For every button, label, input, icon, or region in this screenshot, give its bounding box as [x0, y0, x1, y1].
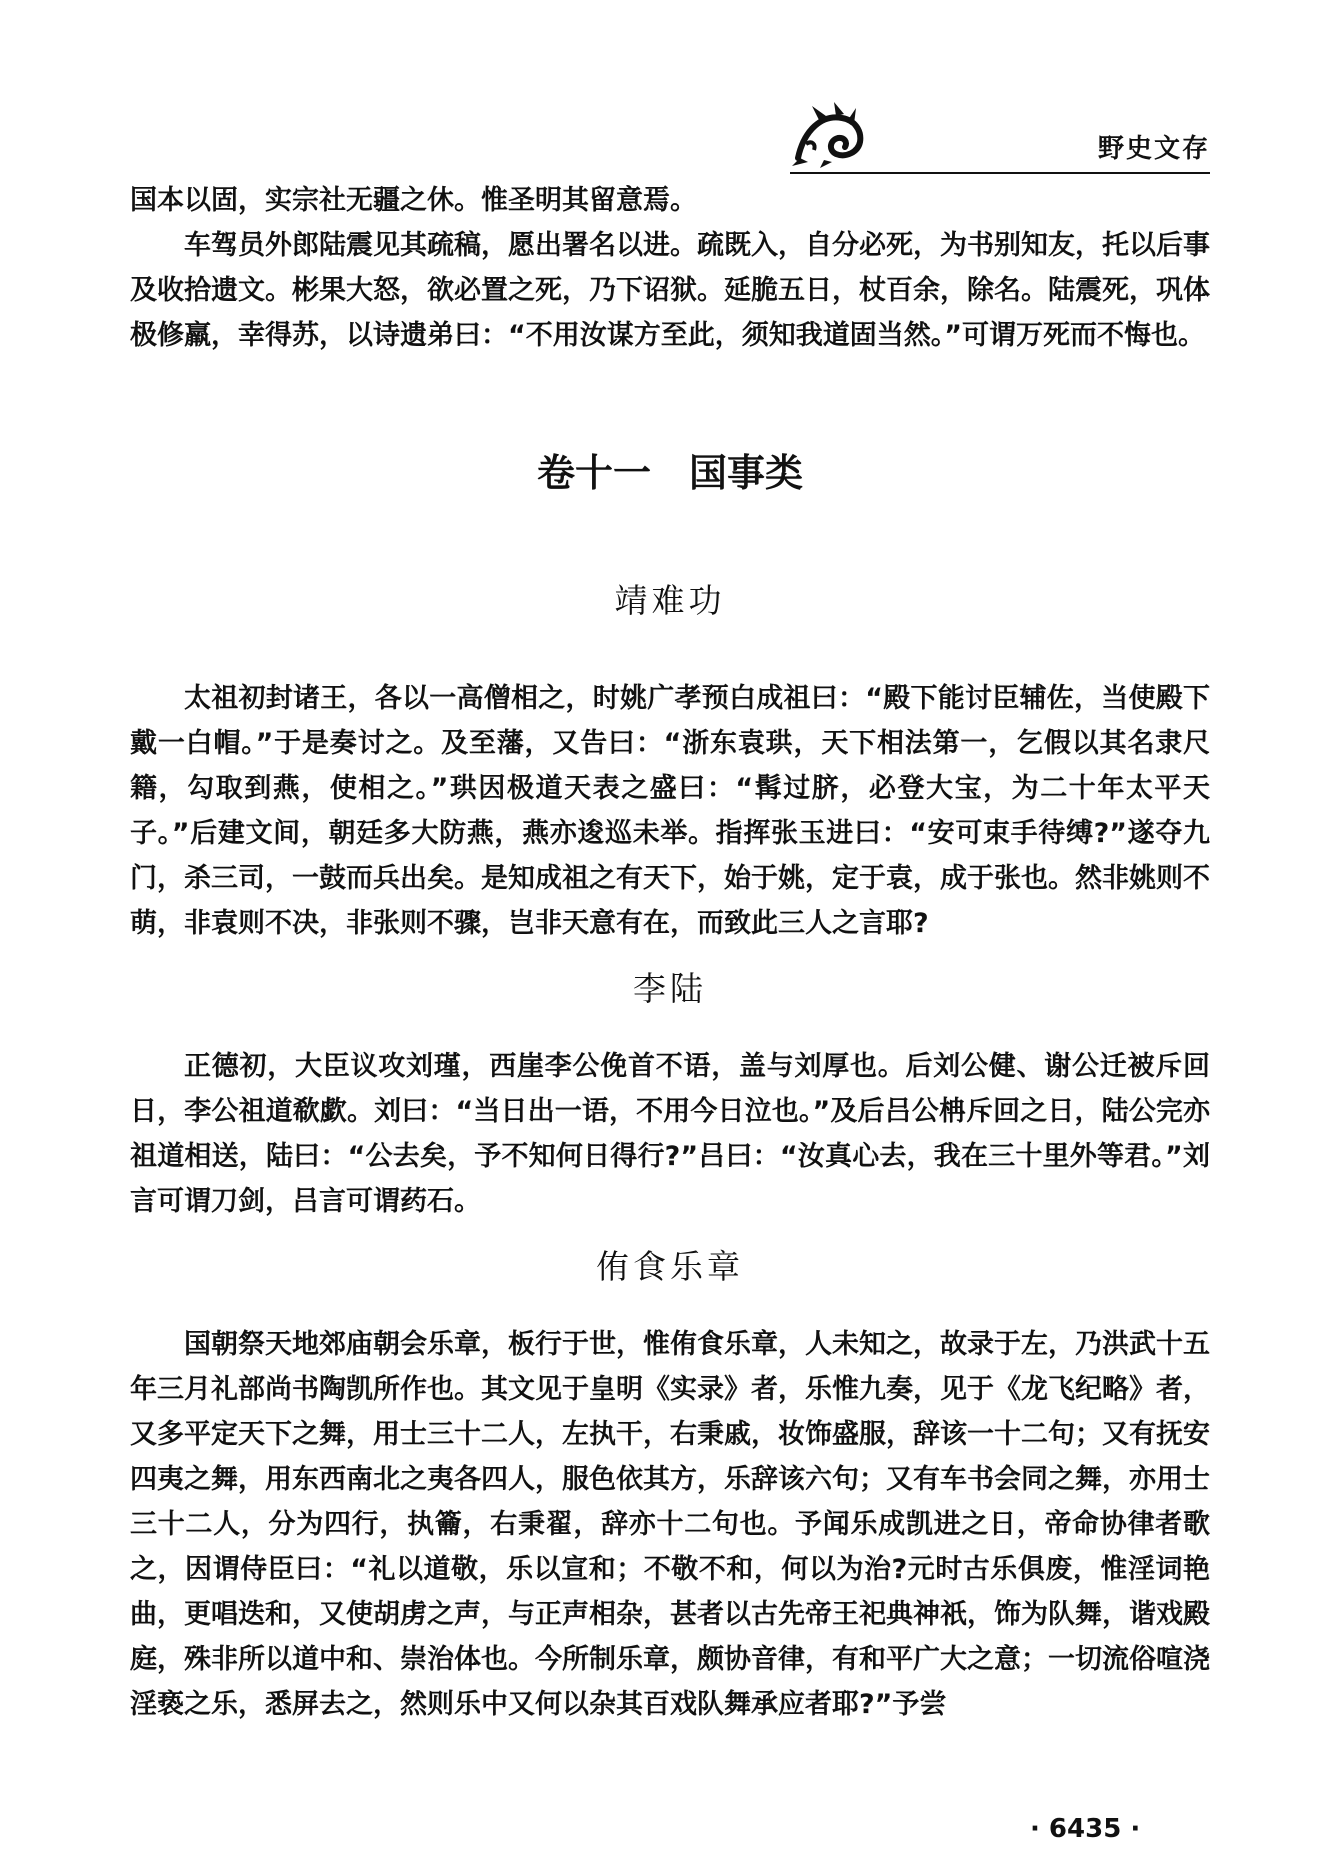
section-text-youshi: 国朝祭天地郊庙朝会乐章，板行于世，惟侑食乐章，人未知之，故录于左，乃洪武十五年三月礼部尚书陶凯所作也。其文见于皇明《实录》者，乐惟九奏，见于《龙飞纪略》者，又多平定天下之舞，用士三十二人，左执干，右秉戚，妆饰盛服，辞该一十二句；又有抚安四夷之舞，用东西南北之夷各四人，服色依其方，乐辞该六句；又有车书会同之舞，亦用士三十二人，分为四行，执籥，右秉翟，辞亦十二句也。予闻乐成凯进之日，帝命协律者歌之，因谓侍臣曰：“礼以道敬，乐以宣和；不敬不和，何以为治?元时古乐俱废，惟淫词艳曲，更唱迭和，又使胡虏之声，与正声相杂，甚者以古先帝王祀典神祇，饰为队舞，谐戏殿庭，殊非所以道中和、崇治体也。今所制乐章，颇协音律，有和平广大之意；一切流俗喧浇淫亵之乐，悉屏去之，然则乐中又何以杂其百戏队舞承应者耶?”予尝 [130, 1329, 1210, 1720]
volume-title: 卷十一 国事类 [536, 451, 803, 495]
dragon-icon [790, 100, 870, 170]
section-text-jingnan: 太祖初封诸王，各以一高僧相之，时姚广孝预白成祖曰：“殿下能讨臣辅佐，当使殿下戴一白帽。”于是奏讨之。及至藩，又告曰：“浙东袁珙，天下相法第一，乞假以其名隶尺籍，勾取到燕，使相之。”珙因极道天表之盛曰：“髯过脐，必登大宝，为二十年太平天子。”后建文间，朝廷多大防燕，燕亦逡巡未举。指挥张玉进曰：“安可束手待缚?”遂夺九门，杀三司，一鼓而兵出矣。是知成祖之有天下，始于姚，定于袁，成于张也。然非姚则不萌，非袁则不决，非张则不骤，岂非天意有在，而致此三人之言耶? [130, 683, 1210, 939]
page-number: · 6435 · [1030, 1814, 1141, 1844]
page-header [790, 100, 1210, 180]
intro-paragraph-2: 车驾员外郎陆震见其疏稿，愿出署名以进。疏既入，自分必死，为书别知友，托以后事及收拾遗文。彬果大怒，欲必置之死，乃下诏狱。延脆五日，杖百余，除名。陆震死，巩体极修羸，幸得苏，以诗遗弟曰：“不用汝谋方至此，须知我道固当然。”可谓万死而不悔也。 [130, 230, 1210, 351]
page-content [130, 178, 1210, 1727]
series-title: 野史文存 [1097, 134, 1210, 164]
header-rule [790, 172, 1210, 174]
section-title-lilu: 李陆 [633, 969, 707, 1008]
intro-paragraph-1: 国本以固，实宗社无疆之休。惟圣明其留意焉。 [130, 185, 697, 216]
section-title-youshi: 侑食乐章 [596, 1247, 744, 1286]
section-title-jingnan: 靖难功 [614, 581, 726, 620]
section-text-lilu: 正德初，大臣议攻刘瑾，西崖李公俛首不语，盖与刘厚也。后刘公健、谢公迁被斥回日，李公祖道欷歔。刘曰：“当日出一语，不用今日泣也。”及后吕公柟斥回之日，陆公完亦祖道相送，陆曰：“公去矣，予不知何日得行?”吕曰：“汝真心去，我在三十里外等君。”刘言可谓刀剑，吕言可谓药石。 [130, 1051, 1210, 1217]
